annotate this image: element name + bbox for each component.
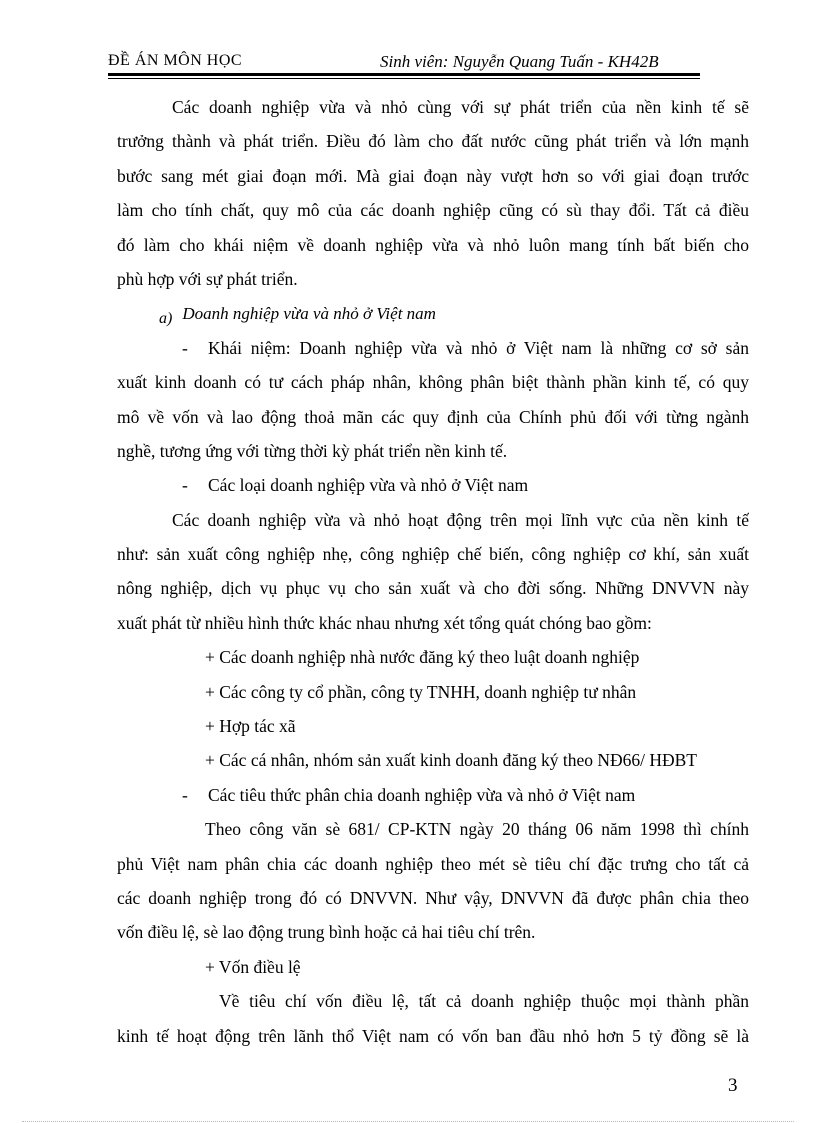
bullet-line	[117, 778, 749, 812]
paragraph-line: phù hợp với sự phát triển.	[117, 268, 298, 289]
paragraph-line: làm cho tính chất, quy mô của các doanh nghiệp cũng có sù thay đổi. Tất cả điều	[117, 200, 749, 221]
paragraph-line: như: sản xuất công nghiệp nhẹ, công nghiệp chế biến, công nghiệp cơ khí, sản xuất	[117, 544, 749, 565]
paragraph-line: các doanh nghiệp trong đó có DNVVN. Như vậy, DNVVN đã được phân chia theo	[117, 887, 749, 908]
header-student-name: Sinh viên: Nguyễn Quang Tuấn - KH42B	[380, 52, 659, 71]
section-letter: a)	[159, 310, 173, 328]
section-heading	[117, 296, 749, 330]
page-header	[108, 50, 700, 74]
list-item: + Các cá nhân, nhóm sản xuất kinh doanh đăng ký theo NĐ66/ HĐBT	[205, 750, 697, 771]
list-item: + Vốn điều lệ	[205, 956, 301, 977]
header-course-title: ĐỀ ÁN MÔN HỌC	[108, 52, 243, 69]
paragraph-line: kinh tế hoạt động trên lãnh thổ Việt nam có vốn ban đầu nhỏ hơn 5 tỷ đồng sẽ là	[117, 1025, 749, 1046]
paragraph-line: nghề, tương ứng với từng thời kỳ phát triển nền kinh tế.	[117, 440, 508, 461]
paragraph-line: mô về vốn và lao động thoả mãn các quy định của Chính phủ đối với từng ngành	[117, 406, 749, 427]
paragraph-line: vốn điều lệ, sè lao động trung bình hoặc cả hai tiêu chí trên.	[117, 922, 536, 943]
list-item: + Các công ty cổ phần, công ty TNHH, doanh nghiệp tư nhân	[205, 681, 637, 702]
header-divider	[108, 73, 700, 79]
paragraph-line: bước sang mét giai đoạn mới. Mà giai đoạn này vượt hơn so với giai đoạn trước	[117, 165, 749, 186]
paragraph-line: trưởng thành và phát triển. Điều đó làm cho đất nước cũng phát triển và lớn mạnh	[117, 131, 749, 152]
dash-marker: -	[182, 784, 188, 805]
paragraph-line: xuất kinh doanh có tư cách pháp nhân, không phân biệt thành phần kinh tế, có quy	[117, 372, 749, 393]
paragraph-line: xuất phát từ nhiều hình thức khác nhau nhưng xét tổng quát chóng bao gồm:	[117, 612, 652, 633]
page-bottom-divider	[22, 1121, 794, 1122]
list-item: + Các doanh nghiệp nhà nước đăng ký theo luật doanh nghiệp	[205, 647, 640, 668]
bullet-line	[117, 468, 749, 502]
paragraph-line: nông nghiệp, dịch vụ phục vụ cho sản xuất và cho đời sống. Những DNVVN này	[117, 578, 749, 599]
bullet-text: Các tiêu thức phân chia doanh nghiệp vừa và nhỏ ở Việt nam	[208, 784, 636, 805]
paragraph-line: phủ Việt nam phân chia các doanh nghiệp theo mét sè tiêu chí đặc trưng cho tất cả	[117, 853, 749, 874]
bullet-text: Khái niệm: Doanh nghiệp vừa và nhỏ ở Việt nam là những cơ sở sản	[208, 337, 749, 358]
page-number: 3	[728, 1075, 738, 1096]
bullet-line	[117, 331, 749, 365]
dash-marker: -	[182, 475, 188, 496]
list-item: + Hợp tác xã	[205, 716, 296, 737]
paragraph-line: Về tiêu chí vốn điều lệ, tất cả doanh nghiệp thuộc mọi thành phần	[219, 991, 749, 1012]
paragraph-line: đó làm cho khái niệm về doanh nghiệp vừa và nhỏ luôn mang tính bất biến cho	[117, 234, 749, 255]
bullet-text: Các loại doanh nghiệp vừa và nhỏ ở Việt nam	[208, 475, 529, 496]
paragraph-line: Các doanh nghiệp vừa và nhỏ cùng với sự phát triển của nền kinh tế sẽ	[172, 97, 749, 117]
document-body	[117, 90, 749, 1053]
paragraph-line: Theo công văn sè 681/ CP-KTN ngày 20 tháng 06 năm 1998 thì chính	[205, 819, 749, 840]
dash-marker: -	[182, 337, 188, 358]
section-title: Doanh nghiệp vừa và nhỏ ở Việt nam	[182, 304, 436, 324]
paragraph-line: Các doanh nghiệp vừa và nhỏ hoạt động trên mọi lĩnh vực của nền kinh tế	[172, 509, 749, 530]
